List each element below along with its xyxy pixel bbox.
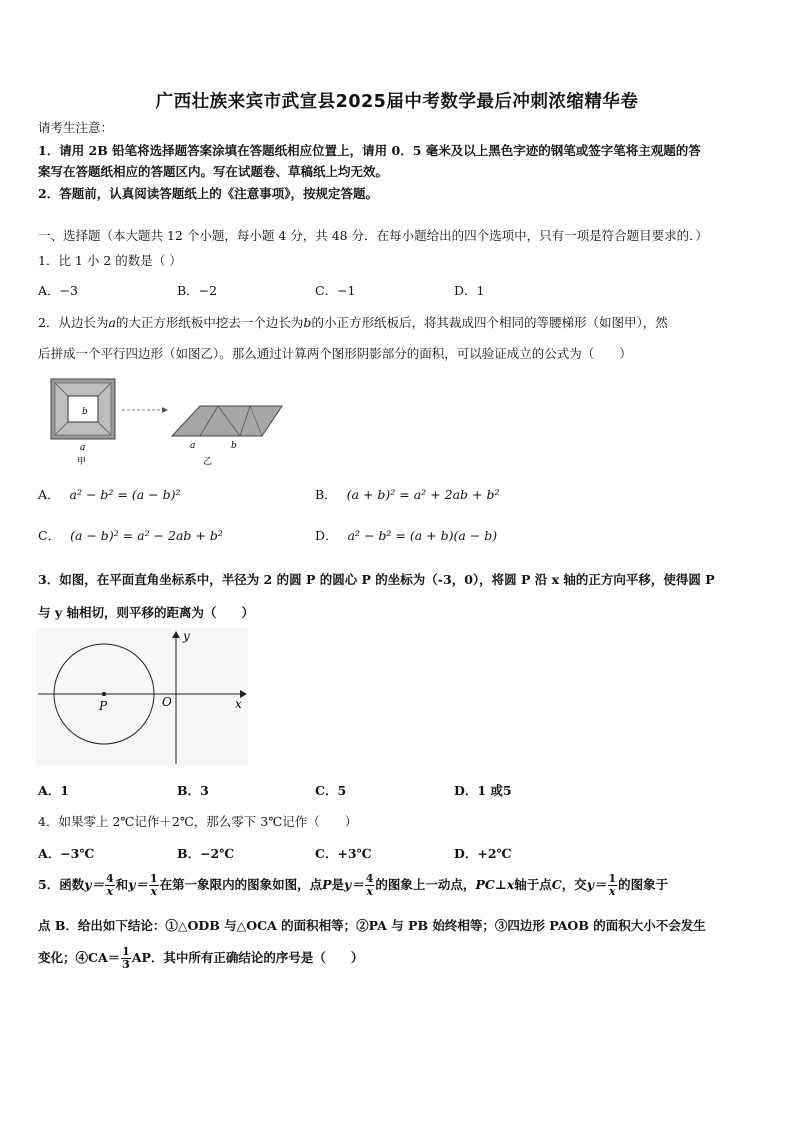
q4-option-d: D．+2℃ <box>454 846 512 861</box>
figure-jia <box>51 379 115 467</box>
parallelogram <box>172 406 282 436</box>
q5-text: 和 <box>115 877 129 892</box>
q5-y: y＝ <box>344 877 364 892</box>
q1-option-d: D．1 <box>454 283 485 298</box>
fraction-4-over-x <box>105 873 115 898</box>
label-jia: 甲 <box>77 457 87 467</box>
numerator: 1 <box>149 872 158 885</box>
figure-background <box>36 628 248 766</box>
label-b2: b <box>231 441 237 451</box>
q5-text: 的图象上一动点， <box>375 877 476 892</box>
q5-text: ，交 <box>561 877 587 892</box>
option-formula: a² − b² = (a − b)² <box>69 487 181 502</box>
q4-option-a: A．−3℃ <box>38 846 95 861</box>
fraction-4-over-x <box>365 873 375 898</box>
option-label: D． <box>315 528 338 543</box>
q4-stem: 4．如果零上 2℃记作＋2℃，那么零下 3℃记作（ ） <box>38 814 358 829</box>
center-point <box>102 692 106 696</box>
notice-item-2: 2．答题前，认真阅读答题纸上的《注意事项》，按规定答题。 <box>38 186 378 201</box>
option-formula: a² − b² = (a + b)(a − b) <box>347 528 498 543</box>
q2-option-b <box>315 485 499 503</box>
q5-text: AP．其中所有正确结论的序号是（ ） <box>131 950 364 965</box>
q5-var: PC⊥x <box>475 877 515 892</box>
q1-option-c: C．−1 <box>315 283 356 298</box>
q3-stem-line-2: 与 y 轴相切，则平移的距离为（ ） <box>38 605 254 620</box>
q4-option-b: B．−2℃ <box>177 846 235 861</box>
numerator: 4 <box>105 872 114 885</box>
q2-text: 2．从边长为 <box>38 315 109 330</box>
q3-option-a: A．1 <box>38 783 69 798</box>
q1-option-a: A．−3 <box>38 283 78 298</box>
q5-text: 在第一象限内的图象如图，点 <box>159 877 323 892</box>
label-b: b <box>82 407 88 417</box>
q1-stem: 1．比 1 小 2 的数是（ ） <box>38 253 182 268</box>
option-label: C． <box>38 528 61 543</box>
q5-text: 的图象于 <box>618 877 669 892</box>
q2-text: 的小正方形纸板后，将其裁成四个相同的等腰梯形（如图甲），然 <box>311 315 668 330</box>
label-x: x <box>235 697 242 711</box>
q5-y: y＝ <box>128 877 148 892</box>
q5-text: 变化；④CA＝ <box>38 950 121 965</box>
q5-y: y＝ <box>84 877 104 892</box>
q2-stem-line-1 <box>38 313 668 331</box>
q2-option-a <box>38 485 180 503</box>
label-yi: 乙 <box>203 457 213 467</box>
label-p: P <box>99 699 108 713</box>
q5-stem-line-1 <box>38 873 668 898</box>
q3-option-d: D．1 或5 <box>454 783 512 798</box>
q5-text: 是 <box>331 877 344 892</box>
label-y: y <box>183 629 190 643</box>
q3-stem-line-1: 3．如图，在平面直角坐标系中，半径为 2 的圆 P 的圆心 P 的坐标为（-3，0），将圆 P 沿 x 轴的正方向平移，使得圆 P <box>38 572 715 587</box>
fraction-1-over-x <box>149 873 159 898</box>
q2-text: 的大正方形纸板中挖去一个边长为 <box>115 315 304 330</box>
q5-var: C <box>551 877 562 892</box>
q3-figure <box>36 628 248 766</box>
page-title: 广西壮族来宾市武宣县2025届中考数学最后冲刺浓缩精华卷 <box>155 92 639 112</box>
label-a2: a <box>190 441 196 451</box>
q5-stem-line-3 <box>38 946 363 971</box>
denominator: x <box>366 885 373 898</box>
numerator: 4 <box>365 872 374 885</box>
q2-figure <box>50 378 290 468</box>
q4-option-c: C．+3℃ <box>315 846 372 861</box>
option-formula: (a − b)² = a² − 2ab + b² <box>70 528 223 543</box>
arrow-icon <box>122 407 168 413</box>
q5-text: 轴于点 <box>514 877 552 892</box>
q5-var: P <box>322 877 332 892</box>
q5-y: y＝ <box>586 877 607 892</box>
option-label: A． <box>38 487 60 502</box>
denominator: x <box>106 885 114 898</box>
numerator: 1 <box>608 872 617 885</box>
notice-item-1-line-2: 案写在答题纸相应的答题区内。写在试题卷、草稿纸上均无效。 <box>38 164 389 179</box>
q2-option-c <box>38 526 223 544</box>
notice-heading: 请考生注意： <box>38 120 114 135</box>
var-b: b <box>303 315 312 330</box>
q2-stem-line-2: 后拼成一个平行四边形（如图乙）。那么通过计算两个图形阴影部分的面积，可以验证成立的公式为（ ） <box>38 346 632 361</box>
q5-stem-line-2: 点 B．给出如下结论：①△ODB 与△OCA 的面积相等；②PA 与 PB 始终相等；③四边形 PAOB 的面积大小不会发生 <box>38 918 706 933</box>
fraction-1-over-3 <box>121 946 131 971</box>
q1-option-b: B．−2 <box>177 283 218 298</box>
denominator: x <box>150 885 158 898</box>
option-label: B． <box>315 487 337 502</box>
q3-option-b: B．3 <box>177 783 209 798</box>
figure-yi <box>172 406 282 467</box>
q2-option-d <box>315 526 497 544</box>
q5-text: 5．函数 <box>38 877 85 892</box>
label-a: a <box>80 443 86 453</box>
option-formula: (a + b)² = a² + 2ab + b² <box>346 487 500 502</box>
label-o: O <box>162 695 172 709</box>
fraction-1-over-x <box>608 873 618 898</box>
notice-item-1-line-1: 1．请用 2B 铅笔将选择题答案涂填在答题纸相应位置上，请用 0．5 毫米及以上黑色字迹的钢笔或签字笔将主观题的答 <box>38 143 701 158</box>
denominator: x <box>609 885 616 898</box>
denominator: 3 <box>122 958 130 971</box>
numerator: 1 <box>122 945 130 958</box>
section-heading: 一、选择题（本大题共 12 个小题，每小题 4 分，共 48 分．在每小题给出的四个选项中，只有一项是符合题目要求的．） <box>38 228 708 243</box>
q3-option-c: C．5 <box>315 783 347 798</box>
var-a: a <box>108 315 116 330</box>
